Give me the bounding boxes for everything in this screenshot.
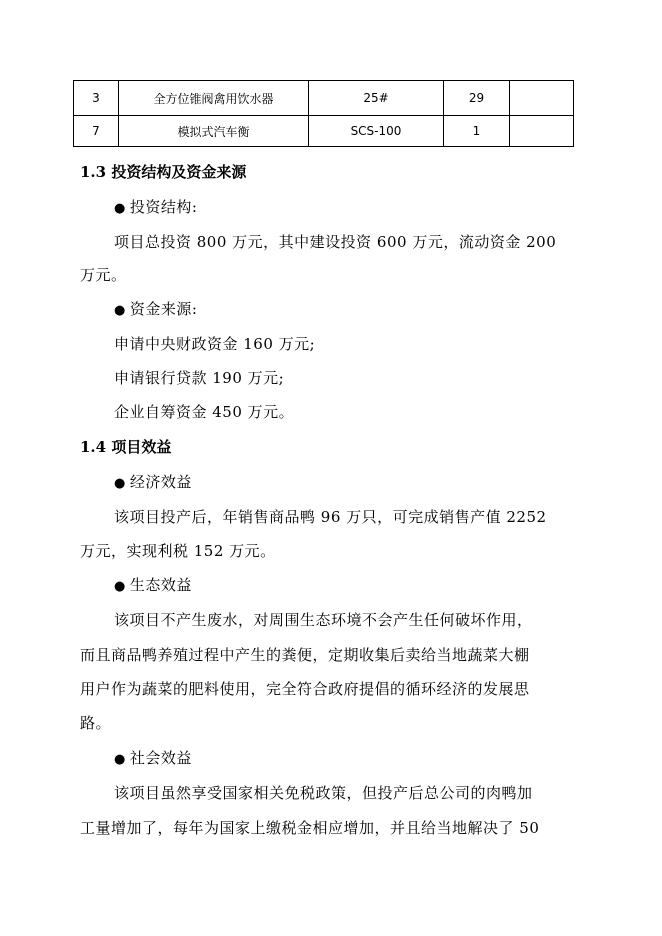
table-cell-name: 模拟式汽车衡 [119,116,309,147]
paragraph-line: 该项目不产生废水，对周围生态环境不会产生任何破坏作用， [114,611,533,629]
paragraph-line: 申请中央财政资金 160 万元; [114,335,316,353]
table-cell-name: 全方位锥阀禽用饮水器 [119,81,309,116]
paragraph-line: 而且商品鸭养殖过程中产生的粪便，定期收集后卖给当地蔬菜大棚 [80,646,530,664]
paragraph-line: 路。 [80,714,112,732]
table-cell-qty: 29 [444,81,510,116]
table-cell-qty: 1 [444,116,510,147]
bullet-social-benefit: ● 社会效益 [114,747,192,768]
paragraph-line: 万元，实现利税 152 万元。 [80,542,276,560]
table-cell-model: SCS-100 [309,116,444,147]
bullet-invest-structure: ● 投资结构: [114,196,197,217]
table-row [74,116,574,147]
paragraph-line: 用户作为蔬菜的肥料使用，完全符合政府提倡的循环经济的发展思 [80,680,530,698]
table-cell-note [510,81,574,116]
bullet-ecological-benefit: ● 生态效益 [114,574,192,595]
paragraph-line: 万元。 [80,266,127,284]
table-cell-no: 7 [74,116,119,147]
table-cell-model: 25# [309,81,444,116]
bullet-economic-benefit: ● 经济效益 [114,471,192,492]
section-heading-1-4: 1.4 项目效益 [80,438,172,456]
paragraph-line: 企业自筹资金 450 万元。 [114,403,295,421]
table-cell-no: 3 [74,81,119,116]
section-heading-1-3: 1.3 投资结构及资金来源 [80,163,247,181]
paragraph-line: 该项目虽然享受国家相关免税政策，但投产后总公司的肉鸭加 [114,784,533,802]
bullet-fund-source: ● 资金来源: [114,298,197,319]
table-row [74,81,574,116]
paragraph-line: 申请银行贷款 190 万元; [114,369,285,387]
table-cell-note [510,116,574,147]
paragraph-line: 工量增加了，每年为国家上缴税金相应增加，并且给当地解决了 50 [80,819,540,837]
paragraph-line: 该项目投产后，年销售商品鸭 96 万只，可完成销售产值 2252 [114,508,547,526]
equipment-table [73,80,574,147]
paragraph-line: 项目总投资 800 万元，其中建设投资 600 万元，流动资金 200 [114,233,557,251]
